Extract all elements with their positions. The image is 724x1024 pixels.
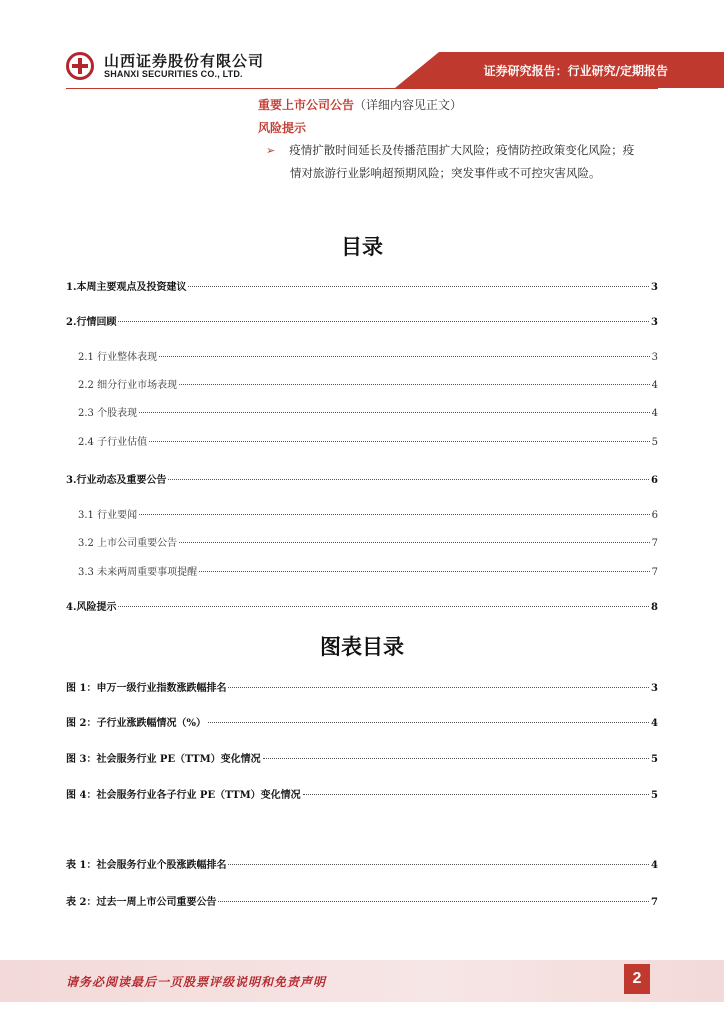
toc-entry-label: 4.风险提示 [66, 602, 117, 613]
toc-entry-label: 3.3 未来两周重要事项提醒 [78, 567, 198, 578]
table-entry-page: 7 [651, 897, 658, 908]
toc-entry-page: 7 [651, 538, 658, 549]
toc-leader [139, 514, 650, 515]
company-name-cn: 山西证券股份有限公司 [104, 52, 265, 70]
risk-block [266, 139, 686, 184]
toc-entry-label: 2.1 行业整体表现 [78, 352, 158, 363]
toc-entry-label: 3.2 上市公司重要公告 [78, 538, 178, 549]
toc-leader [188, 286, 649, 287]
toc-entry[interactable] [66, 471, 658, 486]
header-divider [66, 88, 658, 89]
toc-entry-label: 3.1 行业要闻 [78, 510, 138, 521]
figure-entry-page: 5 [651, 754, 658, 765]
figure-entry-label: 图 4：社会服务行业各子行业 PE（TTM）变化情况 [66, 790, 301, 801]
toc-entry[interactable] [78, 404, 658, 419]
toc-leader [263, 758, 649, 759]
toc-entry-page: 7 [651, 567, 658, 578]
figure-entry-page: 5 [651, 790, 658, 801]
figure-entry-page: 3 [651, 683, 658, 694]
toc-entry[interactable] [78, 376, 658, 391]
toc-entry-page: 6 [651, 510, 658, 521]
toc-entry-label: 2.行情回顾 [66, 317, 117, 328]
figures-toc-title: 图表目录 [320, 635, 404, 659]
toc-entry-page: 5 [651, 437, 658, 448]
figure-entry-label: 图 2：子行业涨跌幅情况（%） [66, 718, 206, 729]
toc-entry[interactable] [78, 506, 658, 521]
toc-leader [208, 722, 649, 723]
risk-label: 风险提示 [258, 121, 307, 135]
toc-entry-page: 4 [651, 408, 658, 419]
table-entry[interactable] [66, 893, 658, 908]
figure-entry-page: 4 [651, 718, 658, 729]
table-entry-label: 表 1：社会服务行业个股涨跌幅排名 [66, 860, 227, 871]
toc-leader [179, 384, 650, 385]
toc-entry-page: 3 [651, 352, 658, 363]
toc-leader [228, 864, 649, 865]
table-entry-page: 4 [651, 860, 658, 871]
toc-leader [303, 794, 649, 795]
toc-entry[interactable] [66, 313, 658, 328]
figure-entry-label: 图 1：申万一级行业指数涨跌幅排名 [66, 683, 227, 694]
toc-leader [168, 479, 649, 480]
announcement-label: 重要上市公司公告 [258, 98, 355, 112]
toc-entry-page: 4 [651, 380, 658, 391]
toc-entry[interactable] [66, 278, 658, 293]
toc-entry-page: 8 [651, 602, 658, 613]
figure-entry-label: 图 3：社会服务行业 PE（TTM）变化情况 [66, 754, 261, 765]
footer-disclaimer: 请务必阅读最后一页股票评级说明和免责声明 [66, 975, 327, 989]
figure-entry[interactable] [66, 750, 658, 765]
risk-line-2: 情对旅游行业影响超预期风险；突发事件或不可控灾害风险。 [290, 166, 601, 180]
toc-entry[interactable] [78, 563, 658, 578]
toc-entry-label: 1.本周主要观点及投资建议 [66, 282, 187, 293]
toc-entry-label: 2.3 个股表现 [78, 408, 138, 419]
company-name-en: SHANXI SECURITIES CO., LTD. [104, 69, 243, 79]
figure-entry[interactable] [66, 714, 658, 729]
toc-entry[interactable] [78, 348, 658, 363]
toc-entry-page: 3 [651, 282, 658, 293]
announcement-heading [258, 94, 462, 113]
toc-leader [118, 321, 649, 322]
toc-leader [218, 901, 649, 902]
page-number: 2 [624, 964, 650, 994]
table-entry-label: 表 2：过去一周上市公司重要公告 [66, 897, 217, 908]
toc-leader [199, 571, 650, 572]
toc-entry-label: 3.行业动态及重要公告 [66, 475, 167, 486]
toc-entry-page: 6 [651, 475, 658, 486]
report-type: 证券研究报告：行业研究/定期报告 [483, 64, 668, 78]
toc-entry[interactable] [66, 598, 658, 613]
table-entry[interactable] [66, 856, 658, 871]
toc-entry[interactable] [78, 433, 658, 448]
figure-entry[interactable] [66, 786, 658, 801]
toc-title: 目录 [341, 235, 383, 259]
toc-entry-label: 2.4 子行业估值 [78, 437, 148, 448]
toc-leader [139, 412, 650, 413]
arrow-bullet-icon: ➢ [266, 144, 276, 157]
toc-entry[interactable] [78, 534, 658, 549]
toc-leader [179, 542, 650, 543]
company-logo-icon [66, 52, 94, 80]
toc-entry-page: 3 [651, 317, 658, 328]
toc-leader [118, 606, 649, 607]
toc-entry-label: 2.2 细分行业市场表现 [78, 380, 178, 391]
toc-leader [228, 687, 649, 688]
risk-line-1: 疫情扩散时间延长及传播范围扩大风险；疫情防控政策变化风险；疫 [289, 143, 635, 157]
toc-leader [149, 441, 650, 442]
announcement-note: （详细内容见正文） [354, 98, 463, 112]
toc-leader [159, 356, 650, 357]
figure-entry[interactable] [66, 679, 658, 694]
